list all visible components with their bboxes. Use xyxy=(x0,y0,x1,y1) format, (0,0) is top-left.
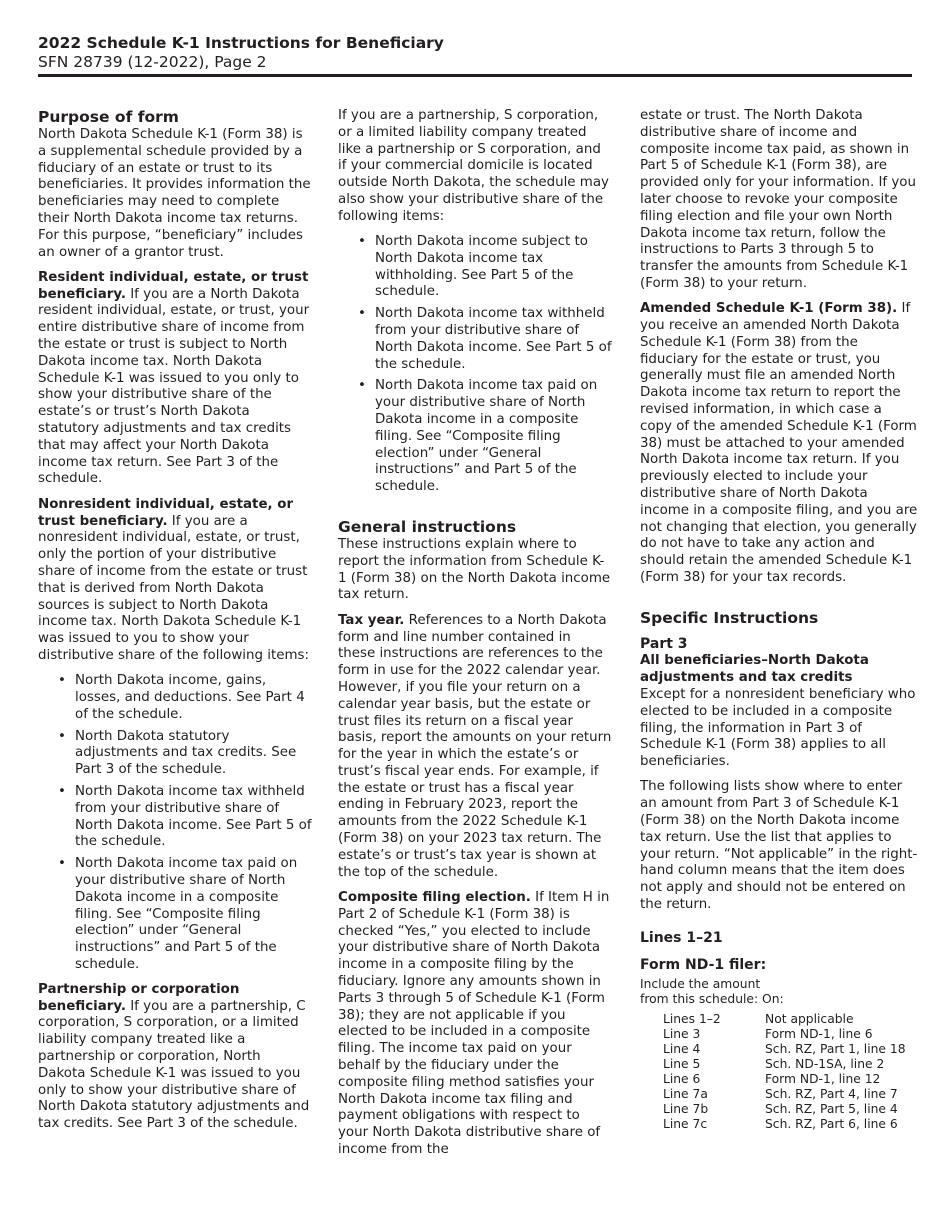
list-item xyxy=(358,234,612,301)
list-item-text: North Dakota income tax withheld from your distributive share of North Dakota income. See Part 5 of the schedule. xyxy=(375,306,612,372)
partnership-intro-paragraph: If you are a partnership, S corporation, or a limited liability company treated like a partnership or S corporation, and if your commercial domicile is located outside North Dakota, the schedule may also show your distributive share of the following items: xyxy=(338,108,609,224)
purpose-heading: Purpose of form xyxy=(38,108,179,126)
column-1 xyxy=(38,108,312,1141)
tax-year-paragraph xyxy=(338,613,612,882)
document-subtitle: SFN 28739 (12-2022), Page 2 xyxy=(38,53,267,71)
destination-cell: Sch. RZ, Part 4, line 7 xyxy=(765,1087,898,1102)
line-cell: Lines 1–2 xyxy=(663,1012,721,1027)
list-item-text: North Dakota income, gains, losses, and deductions. See Part 4 of the schedule. xyxy=(75,673,305,722)
general-paragraph: These instructions explain where to report the information from Schedule K-1 (Form 38) on the North Dakota income tax return. xyxy=(338,537,611,603)
list-item xyxy=(58,856,312,974)
line-mapping-table xyxy=(640,1012,918,1132)
table-row xyxy=(663,1072,918,1087)
tax-year-text: References to a North Dakota form and line number contained in these instructions are references to the form in use for the 2022 calendar year. However, if you file your return on a calendar year basis, but the estate or trust files its return on a fiscal year basis, report the amounts on your return for the year in which the estate’s or trust’s fiscal year ends. For example, if the estate or trust has a fiscal year ending in February 2023, report the amounts from the 2022 Schedule K-1 (Form 38) on your 2023 tax return. The estate’s or trust’s tax year is shown at the top of the schedule. xyxy=(338,612,612,880)
part3-subheading: All beneficiaries–North Dakota adjustments and tax credits xyxy=(640,653,869,686)
include-line-1: Include the amount xyxy=(640,977,761,992)
amended-paragraph xyxy=(640,301,918,587)
bullet-icon: • xyxy=(358,234,366,250)
destination-cell: Sch. RZ, Part 6, line 6 xyxy=(765,1117,898,1132)
destination-cell: Form ND-1, line 6 xyxy=(765,1027,873,1042)
resident-lead: Resident individual, estate, or trust beneficiary. xyxy=(38,269,309,302)
list-item xyxy=(58,728,312,779)
nd1-filer-heading: Form ND-1 filer: xyxy=(640,956,767,973)
line-cell: Line 7b xyxy=(663,1102,709,1117)
partnership-text: If you are a partnership, C corporation, S corporation, or a limited liability company treated like a partnership or corporation, North Dakota Schedule K-1 was issued to you only to show your distributive share of North Dakota statutory adjustments and tax credits. See Part 3 of the schedule. xyxy=(38,998,310,1132)
resident-text: If you are a North Dakota resident individual, estate, or trust, your entire distributive share of income from the estate or trust is subject to North Dakota income tax. North Dakota Schedule K-1 was issued to you only to show your distributive share of the estate’s or trust’s North Dakota statutory adjustments and tax credits that may affect your North Dakota income tax return. See Part 3 of the schedule. xyxy=(38,286,310,487)
list-item-text: North Dakota income tax withheld from your distributive share of North Dakota income. See Part 5 of the schedule. xyxy=(75,783,312,850)
line-cell: Line 6 xyxy=(663,1072,701,1087)
destination-cell: Sch. RZ, Part 5, line 4 xyxy=(765,1102,898,1117)
nonresident-text: If you are a nonresident individual, estate, or trust, only the portion of your distributive share of income from the estate or trust that is derived from North Dakota sources is subject to North Dakota income tax. North Dakota Schedule K-1 was issued to you to show your distributive share of the following items: xyxy=(38,513,310,663)
part3-heading: Part 3 xyxy=(640,636,688,653)
list-item xyxy=(58,783,312,851)
column-2 xyxy=(338,108,612,1167)
list-item xyxy=(358,306,612,373)
list-item-text: North Dakota income subject to North Dakota income tax withholding. See Part 5 of the schedule. xyxy=(375,234,588,300)
destination-cell: Sch. ND-1SA, line 2 xyxy=(765,1057,885,1072)
amended-lead: Amended Schedule K-1 (Form 38). xyxy=(640,301,898,317)
table-row xyxy=(663,1057,918,1072)
line-cell: Line 5 xyxy=(663,1057,701,1072)
composite-lead: Composite filing election. xyxy=(338,889,531,905)
list-item-text: North Dakota income tax paid on your distributive share of North Dakota income in a composite filing. See “Composite filing election” under “General instructions” and Part 5 of the schedule. xyxy=(375,378,598,495)
partnership-paragraph xyxy=(38,982,312,1133)
partnership-lead: Partnership or corporation beneficiary. xyxy=(38,981,240,1014)
list-item-text: North Dakota income tax paid on your distributive share of North Dakota income in a composite filing. See “Composite filing election” under “General instructions” and Part 5 of the schedule. xyxy=(75,856,298,972)
nonresident-lead: Nonresident individual, estate, or trust beneficiary. xyxy=(38,496,294,529)
amended-text: If you receive an amended North Dakota Schedule K-1 (Form 38) from the fiduciary for the estate or trust, you generally must file an amended North Dakota income tax return to report the revised information, in which case a copy of the amended Schedule K-1 (Form 38) must be attached to your amended North Dakota income tax return. If you previously elected to include your distributive share of North Dakota income in a composite filing, and you are not changing that election, you generally do not have to take any action and should retain the amended Schedule K-1 (Form 38) for your tax records. xyxy=(640,301,918,586)
composite-continued-paragraph: estate or trust. The North Dakota distributive share of income and composite income tax paid, as shown in Part 5 of Schedule K-1 (Form 38), are provided only for your information. If you later choose to revoke your composite filing election and file your own North Dakota income tax return, follow the instructions to Parts 3 through 5 to transfer the amounts from Schedule K-1 (Form 38) to your return. xyxy=(640,108,916,291)
bullet-icon: • xyxy=(58,856,66,872)
composite-text: If Item H in Part 2 of Schedule K-1 (Form 38) is checked “Yes,” you elected to include your distributive share of North Dakota income in a composite filing by the fiduciary. Ignore any amounts shown in Parts 3 through 5 of Schedule K-1 (Form 38); they are not applicable if you elected to be included in a composite filing. The income tax paid on your behalf by the fiduciary under the composite filing method satisfies your North Dakota income tax filing and payment obligations with respect to your North Dakota distributive share of income from the xyxy=(338,889,610,1157)
destination-cell: Sch. RZ, Part 1, line 18 xyxy=(765,1042,906,1057)
table-row xyxy=(663,1042,918,1057)
composite-paragraph xyxy=(338,890,612,1159)
table-row xyxy=(663,1117,918,1132)
lines-heading: Lines 1–21 xyxy=(640,929,723,946)
page-header xyxy=(38,34,912,72)
column-3 xyxy=(640,108,918,1132)
specific-instructions-heading: Specific Instructions xyxy=(640,609,819,628)
document-title: 2022 Schedule K-1 Instructions for Beneficiary xyxy=(38,34,444,52)
destination-cell: Not applicable xyxy=(765,1012,854,1027)
bullet-icon: • xyxy=(58,783,66,799)
include-on: On: xyxy=(762,992,784,1007)
general-instructions-heading: General instructions xyxy=(338,518,517,537)
bullet-icon: • xyxy=(358,306,366,322)
include-label xyxy=(640,977,918,1007)
include-line-2: from this schedule: xyxy=(640,992,759,1007)
list-item xyxy=(358,378,612,496)
header-rule xyxy=(38,74,912,77)
list-item xyxy=(58,673,312,723)
bullet-icon: • xyxy=(358,378,366,394)
bullet-icon: • xyxy=(58,673,66,689)
list-item-text: North Dakota statutory adjustments and tax credits. See Part 3 of the schedule. xyxy=(75,728,297,778)
destination-cell: Form ND-1, line 12 xyxy=(765,1072,881,1087)
line-cell: Line 7c xyxy=(663,1117,708,1132)
line-cell: Line 3 xyxy=(663,1027,701,1042)
table-row xyxy=(663,1087,918,1102)
table-row xyxy=(663,1012,918,1027)
purpose-paragraph: North Dakota Schedule K-1 (Form 38) is a supplemental schedule provided by a fiduciary of an estate or trust to its beneficiaries. It provides information the beneficiaries may need to complete their North Dakota income tax returns. For this purpose, “beneficiary” includes an owner of a grantor trust. xyxy=(38,127,311,260)
table-row xyxy=(663,1102,918,1117)
lists-paragraph: The following lists show where to enter an amount from Part 3 of Schedule K-1 (Form 38) on the North Dakota income tax return. Use the list that applies to your return. “Not applicable” in the right-hand column means that the item does not apply and should not be entered on the return. xyxy=(640,779,918,912)
partnership-list xyxy=(338,234,612,496)
resident-paragraph xyxy=(38,270,312,488)
part3-paragraph: Except for a nonresident beneficiary who elected to be included in a composite filing, the information in Part 3 of Schedule K-1 (Form 38) applies to all beneficiaries. xyxy=(640,686,916,770)
nonresident-paragraph xyxy=(38,497,312,665)
line-cell: Line 7a xyxy=(663,1087,708,1102)
line-cell: Line 4 xyxy=(663,1042,701,1057)
nonresident-list xyxy=(38,673,312,974)
table-row xyxy=(663,1027,918,1042)
tax-year-lead: Tax year. xyxy=(338,612,405,628)
bullet-icon: • xyxy=(58,728,66,744)
